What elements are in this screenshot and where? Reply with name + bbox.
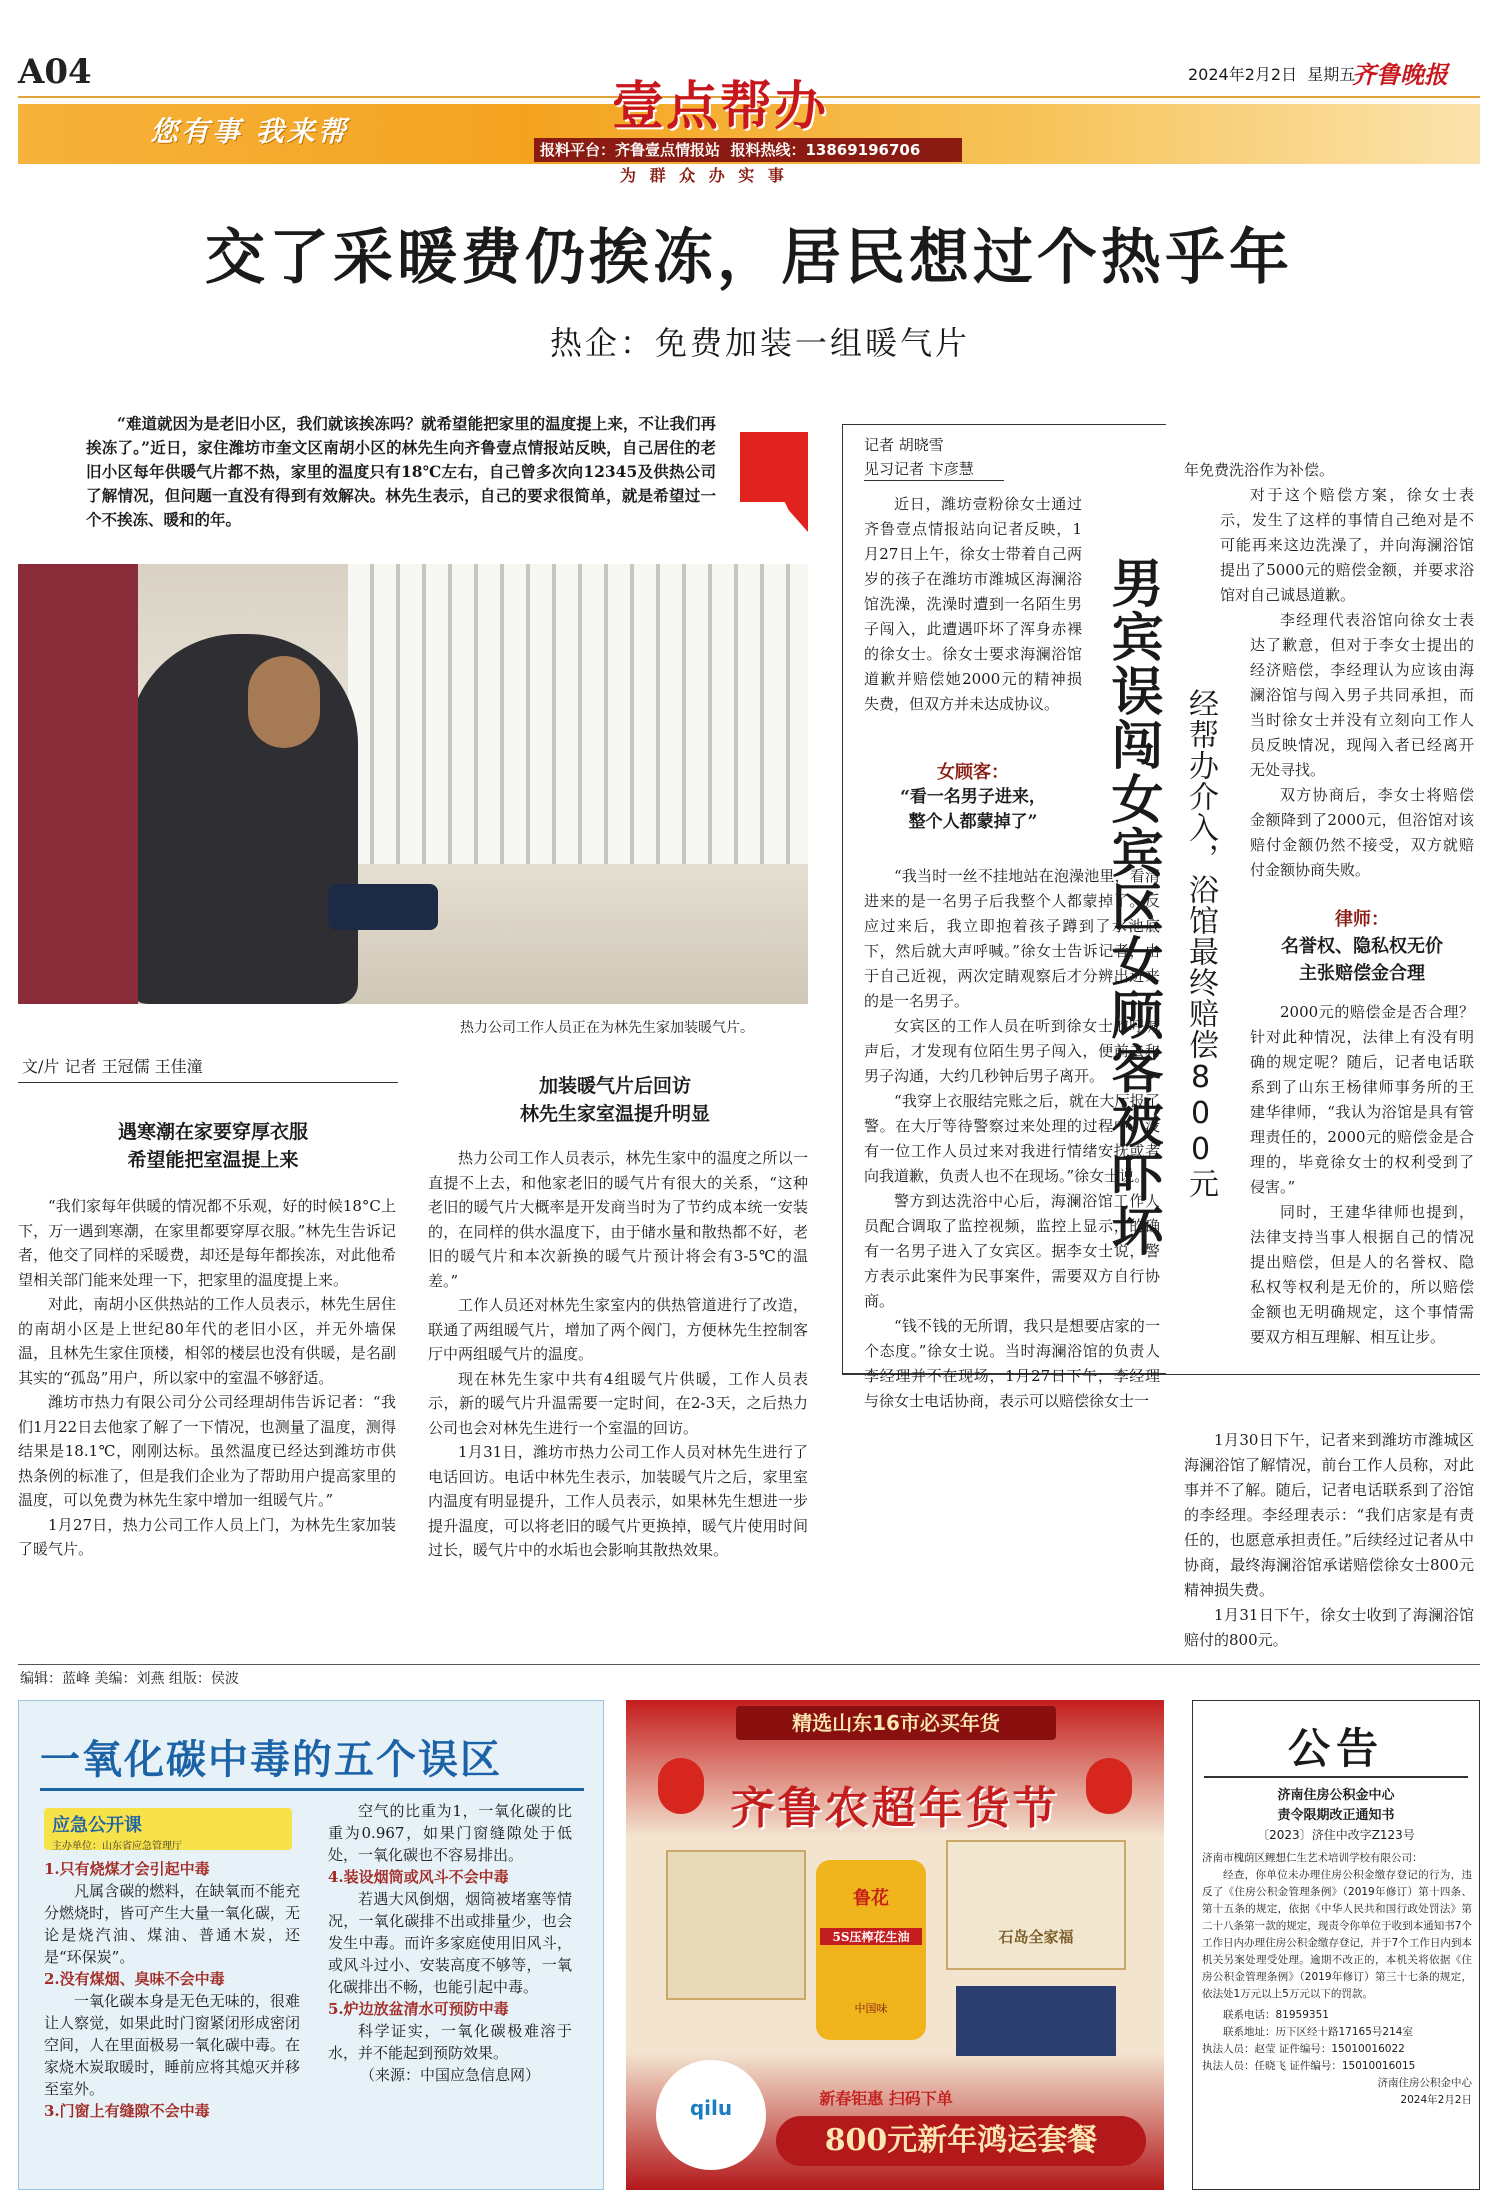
lead-paragraph: 工作人员还对林先生家室内的供热管道进行了改造，联通了两组暖气片，增加了两个阀门，方便林先生控制客厅中两组暖气片的温度。 xyxy=(428,1296,808,1363)
co-host: 主办单位：山东省应急管理厅 xyxy=(52,1841,182,1852)
co-source: （来源：中国应急信息网） xyxy=(359,2066,540,2084)
notice-phone: 联系电话：81959351 xyxy=(1223,2009,1329,2021)
notice-body xyxy=(1202,1850,1472,2109)
co-item-head: 5.炉边放盆清水可预防中毒 xyxy=(328,2000,509,2018)
story2-paragraph: “我穿上衣服结完账之后，就在大厅报了警。在大厅等待警察过来处理的过程中，没有一位工作人员过来对我进行情绪安抚或者向我道歉，负责人也不在现场。”徐女士说。 xyxy=(864,1092,1160,1185)
story2-intro xyxy=(864,492,1082,717)
byline-rule xyxy=(18,1082,398,1083)
story2-paragraph: 2000元的赔偿金是否合理？针对此种情况，法律上有没有明确的规定呢？随后，记者电话联系到了山东王杨律师事务所的王建华律师，“我认为浴馆是具有管理责任的，2000元的赔偿金是合理的，毕竟徐女士的权利受到了侵害。” xyxy=(1250,1003,1474,1196)
quote-line-a: “看一名男子进来， xyxy=(900,787,1046,807)
notice-officer-1: 执法人员：赵莹 证件编号：15010016022 xyxy=(1202,2043,1405,2055)
story2-subheadline: 经帮办介入，浴馆最终赔偿800元 xyxy=(1183,688,1218,1199)
co-left xyxy=(44,1858,300,2122)
co-item-text: 科学证实，一氧化碳极难溶于水，并不能起到预防效果。 xyxy=(328,2022,572,2062)
lawyer-head xyxy=(1250,906,1474,987)
co-right xyxy=(328,1800,572,2086)
story2-intern: 见习记者 卞彦慧 xyxy=(864,460,974,478)
story2-headline: 男宾误闯女宾区女顾客被吓坏 xyxy=(1102,556,1163,1258)
hotline-bar: 报料平台：齐鲁壹点情报站 报料热线：13869196706 xyxy=(534,138,962,162)
co-item-text: 空气的比重为1，一氧化碳的比重为0.967，如果门窗缝隙处于低处，一氧化碳也不容易排出。 xyxy=(328,1802,572,1864)
ad-top-banner: 精选山东16市必买年货 xyxy=(736,1706,1056,1740)
story2-paragraph: 女宾区的工作人员在听到徐女士的呼喊声后，才发现有位陌生男子闯入，便前去和男子沟通，大约几秒钟后男子离开。 xyxy=(864,1017,1160,1085)
worker-image xyxy=(128,634,358,1004)
lantern-left-icon xyxy=(658,1758,704,1814)
lead-intro: “难道就因为是老旧小区，我们就该挨冻吗？就希望能把家里的温度提上来，不让我们再挨冻了。”近日，家住潍坊市奎文区南胡小区的林先生向齐鲁壹点情报站反映，自己居住的老旧小区每年供暖气片都不热，家里的温度只有18℃左右，自己曾多次向12345及供热公司了解情况，但问题一直没有得到有效解决。林先生表示，自己的要求很简单，就是希望过一个不挨冻、暖和的年。 xyxy=(86,414,716,529)
lead-subhead-1-line-b: 希望能把室温提上来 xyxy=(127,1149,299,1171)
notice-no: 〔2023〕济住中改字Z123号 xyxy=(1257,1828,1415,1842)
worker-head-image xyxy=(248,656,320,748)
lead-photo xyxy=(18,564,808,1004)
story2-paragraph: 对于这个赔偿方案，徐女士表示，发生了这样的事情自己绝对是不可能再来这边洗澡了，并向海澜浴馆提出了5000元的赔偿金额，并要求浴馆对自己诚恳道歉。 xyxy=(1220,486,1474,604)
product-box-image xyxy=(666,1850,806,2000)
lead-paragraph: 现在林先生家中共有4组暖气片供暖，工作人员表示，新的暖气片升温需要一定时间，在2-3天，之后热力公司也会对林先生进行一个室温的回访。 xyxy=(428,1369,808,1437)
lead-subhead-1 xyxy=(18,1118,408,1174)
header-date: 2024年2月2日 星期五 xyxy=(1188,65,1356,84)
co-item-text: 若遇大风倒烟，烟筒被堵塞等情况，一氧化碳排不出或排量少，也会发生中毒。而许多家庭使用旧风斗，或风斗过小、安装高度不够等，一氧化碳排出不畅，也能引起中毒。 xyxy=(328,1890,572,1996)
co-item-head: 2.没有煤烟、臭味不会中毒 xyxy=(44,1970,225,1988)
story2-paragraph: 1月31日下午，徐女士收到了海澜浴馆赔付的800元。 xyxy=(1184,1606,1474,1649)
photo-caption: 热力公司工作人员正在为林先生家加装暖气片。 xyxy=(460,1020,754,1036)
notice-date: 2024年2月2日 xyxy=(1400,2094,1472,2106)
co-item-head: 4.装设烟筒或风斗不会中毒 xyxy=(328,1868,509,1886)
co-item-head: 3.门窗上有缝隙不会中毒 xyxy=(44,2102,210,2120)
story2-paragraph: 近日，潍坊壹粉徐女士通过齐鲁壹点情报站向记者反映，1月27日上午，徐女士带着自己两岁的孩子在潍坊市潍城区海澜浴馆洗澡，洗澡时遭到一名陌生男子闯入，此遭遇吓坏了浑身赤裸的徐女士。徐女士要求海澜浴馆道歉并赔偿她2000元的精神损失费，但双方并未达成协议。 xyxy=(864,495,1082,713)
notice-signature: 济南住房公积金中心 xyxy=(1377,2077,1472,2089)
lead-headline: 交了采暖费仍挨冻，居民想过个热乎年 xyxy=(205,223,1293,293)
oil-label: 5S压榨花生油 xyxy=(820,1928,922,1945)
paper-name: 齐鲁晚报 xyxy=(1352,60,1448,89)
quote-line-b: 整个人都蒙掉了” xyxy=(908,812,1038,832)
lead-paragraph: 对此，南胡小区供热站的工作人员表示，林先生居住的南胡小区是上世纪80年代的老旧小区，并无外墙保温，且林先生家住顶楼，相邻的楼层也没有供暖，是名副其实的“孤岛”用户，所以家中的室温不够舒适。 xyxy=(18,1295,396,1387)
ad-panel xyxy=(626,1700,1164,2190)
co-badge-label: 应急公开课 xyxy=(52,1815,142,1836)
editors-line: 编辑：蓝峰 美编：刘燕 组版：侯波 xyxy=(20,1671,239,1687)
story2-box-top xyxy=(842,424,1166,425)
notice-address: 联系地址：历下区经十路17165号214室 xyxy=(1223,2026,1413,2038)
lead-subhead-2-line-a: 加装暖气片后回访 xyxy=(538,1075,691,1097)
co-item-text: 凡属含碳的燃料，在缺氧而不能充分燃烧时，皆可产生大量一氧化碳，无论是烧汽油、煤油、普通木炭，还是“环保炭”。 xyxy=(44,1882,300,1966)
notice-officer-2: 执法人员：任晓飞 证件编号：15010016015 xyxy=(1202,2060,1416,2072)
lead-paragraph: “我们家每年供暖的情况都不乐观，好的时候18°C上下，万一遇到寒潮，在家里都要穿厚衣服。”林先生告诉记者，他交了同样的采暖费，却还是每年都挨冻，对此他希望相关部门能来处理一下，把家里的温度提上来。 xyxy=(18,1197,396,1289)
story2-paragraph: 1月30日下午，记者来到潍坊市潍城区海澜浴馆了解情况，前台工作人员称，对此事并不了解。随后，记者电话联系到了浴馆的李经理。李经理表示：“我们店家是有责任的，也愿意承担责任。”后续经过记者从中协商，最终海澜浴馆承诺赔偿徐女士800元精神损失费。 xyxy=(1184,1431,1474,1599)
quote-label: 女顾客： xyxy=(937,762,1009,783)
wall-image xyxy=(18,564,138,1004)
ad-big-offer: 800元新年鸿运套餐 xyxy=(776,2116,1146,2166)
lawyer-label: 律师： xyxy=(1335,909,1389,930)
story2-paragraph: 年免费洗浴作为补偿。 xyxy=(1184,461,1335,479)
notice-title-rule xyxy=(1204,1776,1468,1778)
oil-brand: 鲁花 xyxy=(853,1888,889,1909)
radiator-image xyxy=(348,564,808,864)
ad-main-title: 齐鲁农超年货节 xyxy=(730,1783,1060,1834)
lead-subhead-2 xyxy=(420,1072,810,1128)
story2-reporter: 记者 胡晓雪 xyxy=(864,436,944,454)
co-badge xyxy=(44,1808,292,1850)
story2-reporter-rule xyxy=(864,480,1004,481)
story2-paragraph: “钱不钱的无所谓，我只是想要店家的一个态度。”徐女士说。当时海澜浴馆的负责人李经理并不在现场，1月27日下午，李经理与徐女士电话协商，表示可以赔偿徐女士一 xyxy=(864,1317,1160,1410)
sub-slogan: 为 群 众 办 实 事 xyxy=(620,166,788,185)
product-gift-image xyxy=(946,1840,1126,1970)
lawyer-line-a: 名誉权、隐私权无价 xyxy=(1281,936,1443,957)
lead-paragraph: 1月27日，热力公司工作人员上门，为林先生家加装了暖气片。 xyxy=(18,1515,396,1558)
lead-paragraph: 热力公司工作人员表示，林先生家中的温度之所以一直提不上去，和他家老旧的暖气片有很大的关系，“这种老旧的暖气片大概率是开发商当时为了节约成本统一安装的，在同样的供水温度下，由于储水量和散热都不好，老旧的暖气片和本次新换的暖气片预计将会有3-5℃的温差。” xyxy=(428,1149,808,1290)
co-title: 一氧化碳中毒的五个误区 xyxy=(40,1736,502,1783)
qr-label: qilu xyxy=(689,2096,733,2120)
story2-paragraph: 双方协商后，李女士将赔偿金额降到了2000元，但浴馆对该赔付金额仍然不接受，双方就赔付金额协商失败。 xyxy=(1250,786,1474,879)
notice-title: 公告 xyxy=(1287,1724,1384,1773)
ad-scan-text: 新春钜惠 扫码下单 xyxy=(819,2089,953,2108)
co-item-head: 1.只有烧煤才会引起中毒 xyxy=(44,1860,210,1878)
notice-org: 济南住房公积金中心 xyxy=(1277,1788,1395,1803)
qr-code-icon[interactable] xyxy=(656,2060,766,2170)
page-number: A04 xyxy=(18,52,92,92)
lead-column-1 xyxy=(18,1194,396,1562)
story2-column-c xyxy=(1184,458,1474,883)
lead-subhead-1-line-a: 遇寒潮在家要穿厚衣服 xyxy=(117,1121,308,1143)
lantern-right-icon xyxy=(1086,1758,1132,1814)
slogan: 您有事 我来帮 xyxy=(150,115,349,148)
story2-quote-head xyxy=(864,760,1082,835)
lead-column-2 xyxy=(428,1146,808,1563)
lead-paragraph: 潍坊市热力有限公司分公司经理胡伟告诉记者：“我们1月22日去他家了解了一下情况，也测量了温度，测得结果是18.1℃，刚刚达标。虽然温度已经达到潍坊市供热条例的标准了，但是我们企业为了帮助用户提高家里的温度，可以免费为林先生家中增加一组暖气片。” xyxy=(18,1393,396,1509)
lead-paragraph: 1月31日，潍坊市热力公司工作人员对林先生进行了电话回访。电话中林先生表示，加装暖气片之后，家里室内温度有明显提升，工作人员表示，如果林先生想进一步提升温度，可以将老旧的暖气片更换掉，暖气片使用时间过长，暖气片中的水垢也会影响其散热效果。 xyxy=(428,1443,808,1559)
co-title-rule xyxy=(40,1788,584,1791)
story2-paragraph: “我当时一丝不挂地站在泡澡池里，看清进来的是一名男子后我整个人都蒙掉了。反应过来后，我立即抱着孩子蹲到了水池底下，然后就大声呼喊。”徐女士告诉记者，由于自己近视，两次定睛观察后才分辨出进来的是一名男子。 xyxy=(864,867,1160,1010)
product-tin-image xyxy=(956,1986,1116,2056)
notice-text: 经查，你单位未办理住房公积金缴存登记的行为，违反了《住房公积金管理条例》（2019年修订）第十四条、第十五条的规定，依据《中华人民共和国行政处罚法》第二十八条第一款的规定，现责令你单位于收到本通知书7个工作日内办理住房公积金缴存登记，并于7个工作日内到本机关另案处理受处理。逾期不改正的，本机关将依据《住房公积金管理条例》（2019年修订）第三十七条的规定，依法处1万元以上5万元以下的罚款。 xyxy=(1202,1869,1472,2000)
lead-subhead-2-line-b: 林先生家室温提升明显 xyxy=(519,1103,710,1125)
story2-column-b xyxy=(864,864,1160,1414)
story2-paragraph: 警方到达洗浴中心后，海澜浴馆工作人员配合调取了监控视频，监控上显示，的确有一名男子进入了女宾区。据李女士说，警方表示此案件为民事案件，需要双方自行协商。 xyxy=(864,1192,1160,1310)
story2-paragraph: 同时，王建华律师也提到，法律支持当事人根据自己的情况提出赔偿，但是人的名誉权、隐私权等权利是无价的，所以赔偿金额也无明确规定，这个事情需要双方相互理解、相互让步。 xyxy=(1250,1203,1474,1346)
drill-image xyxy=(328,884,438,930)
red-bar xyxy=(776,484,808,532)
lawyer-line-b: 主张赔偿金合理 xyxy=(1299,963,1425,984)
story2-column-c3 xyxy=(1184,1428,1474,1653)
co-item-text: 一氧化碳本身是无色无味的，很难让人察觉，如果此时门窗紧闭形成密闭空间，人在里面极易一氧化碳中毒。在家烧木炭取暖时，睡前应将其熄灭并移至室外。 xyxy=(44,1992,300,2098)
notice-to: 济南市槐荫区鲤想仁生艺术培训学校有限公司： xyxy=(1202,1852,1423,1864)
notice-doc: 责令限期改正通知书 xyxy=(1277,1808,1395,1823)
oil-sub: 中国味 xyxy=(854,2002,888,2015)
section-logo: 壹点帮办 xyxy=(612,76,829,137)
lead-subheadline: 热企：免费加装一组暖气片 xyxy=(549,324,970,362)
lead-byline: 文/片 记者 王冠儒 王佳潼 xyxy=(22,1057,203,1076)
page-rule xyxy=(18,1664,1480,1665)
lawyer-column xyxy=(1250,1000,1474,1350)
gift-label: 石岛全家福 xyxy=(998,1928,1074,1946)
story2-paragraph: 李经理代表浴馆向徐女士表达了歉意，但对于李女士提出的经济赔偿，李经理认为应该由海澜浴馆与闯入男子共同承担，而当时徐女士并没有立刻向工作人员反映情况，现闯入者已经离开无处寻找。 xyxy=(1250,611,1474,779)
